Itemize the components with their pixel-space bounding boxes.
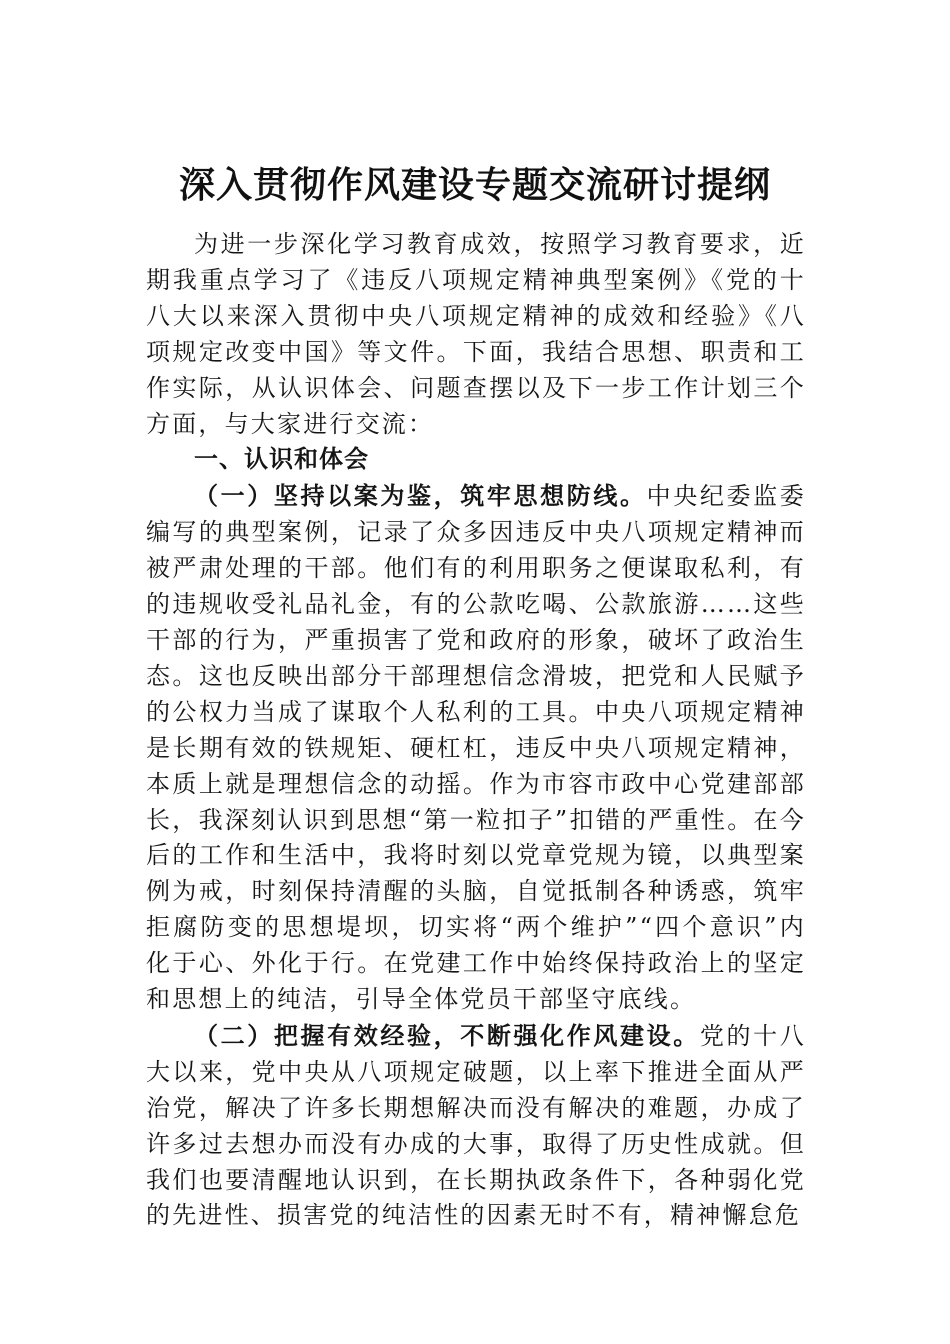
paragraph-2-lead: （二）把握有效经验，不断强化作风建设。 [194,1020,700,1050]
paragraph-2-body: 党的十八大以来，党中央从八项规定破题，以上率下推进全面从严治党，解决了许多长期想解决而没有解决的难题，办成了许多过去想办而没有办成的大事，取得了历史性成就。但我们也要清醒地认识到，在长期执政条件下，各种弱化党的先进性、损害党的纯洁性的因素无时不有，精神懈怠危 [146,1021,806,1230]
document-title: 深入贯彻作风建设专题交流研讨提纲 [178,164,771,206]
section-heading: 一、认识和体会 [194,445,369,474]
paragraph-1-body: 中央纪委监委编写的典型案例，记录了众多因违反中央八项规定精神而被严肃处理的干部。他们有的利用职务之便谋取私利，有的违规收受礼品礼金，有的公款吃喝、公款旅游……这些干部的行为，严重损害了党和政府的形象，破坏了政治生态。这也反映出部分干部理想信念滑坡，把党和人民赋予的公权力当成了谋取个人私利的工具。中央八项规定精神是长期有效的铁规矩、硬杠杠，违反中央八项规定精神，本质上就是理想信念的动摇。作为市容市政中心党建部部长，我深刻认识到思想“第一粒扣子”扣错的严重性。在今后的工作和生活中，我将时刻以党章党规为镜，以典型案例为戒，时刻保持清醒的头脑，自觉抵制各种诱惑，筑牢拒腐防变的思想堤坝，切实将“两个维护”“四个意识”内化于心、外化于行。在党建工作中始终保持政治上的坚定和思想上的纯洁，引导全体党员干部坚守底线。 [146,482,806,1014]
paragraph-1 [146,478,806,1018]
paragraph-2 [146,1018,806,1234]
intro-paragraph: 为进一步深化学习教育成效，按照学习教育要求，近期我重点学习了《违反八项规定精神典型案例》《党的十八大以来深入贯彻中央八项规定精神的成效和经验》《八项规定改变中国》等文件。下面，我结合思想、职责和工作实际，从认识体会、问题查摆以及下一步工作计划三个方面，与大家进行交流： [146,230,806,438]
document-body [146,227,806,1234]
paragraph-1-lead: （一）坚持以案为鉴，筑牢思想防线。 [194,481,647,511]
